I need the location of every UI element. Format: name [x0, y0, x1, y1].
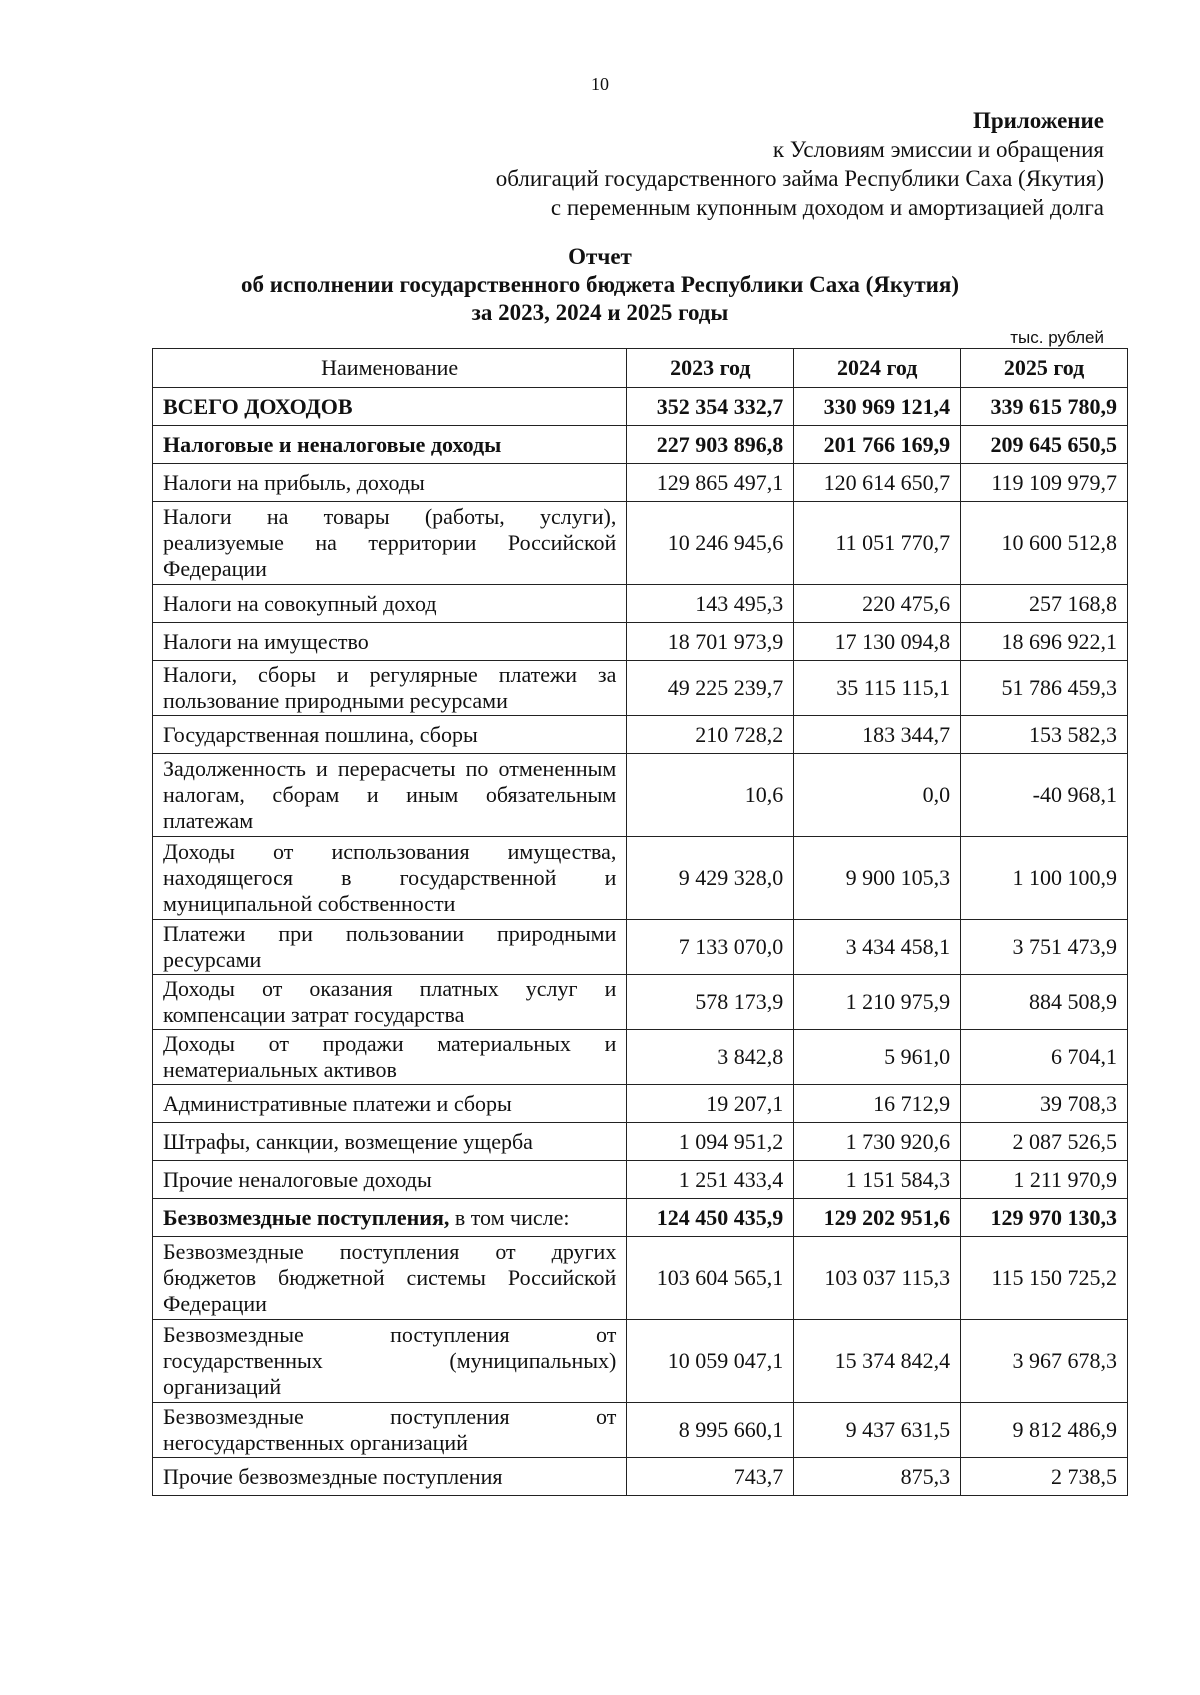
table-row — [153, 920, 1128, 975]
table-row — [153, 388, 1128, 426]
row-value-2025: 18 696 922,1 — [961, 623, 1128, 661]
row-value-2023: 352 354 332,7 — [627, 388, 794, 426]
row-value-2025: 51 786 459,3 — [961, 661, 1128, 716]
report-title-line-3: за 2023, 2024 и 2025 годы — [471, 300, 729, 325]
table-row — [153, 1458, 1128, 1496]
row-value-2024: 17 130 094,8 — [794, 623, 961, 661]
row-value-2025: 257 168,8 — [961, 585, 1128, 623]
row-value-2023: 1 094 951,2 — [627, 1123, 794, 1161]
table-row — [153, 1085, 1128, 1123]
row-value-2023: 210 728,2 — [627, 716, 794, 754]
row-value-2024: 201 766 169,9 — [794, 426, 961, 464]
row-value-2025: 9 812 486,9 — [961, 1403, 1128, 1458]
row-name: Безвозмездные поступления от государственных (муниципальных) организаций — [153, 1320, 627, 1403]
row-name: Штрафы, санкции, возмещение ущерба — [153, 1123, 627, 1161]
row-name: Административные платежи и сборы — [153, 1085, 627, 1123]
row-name: Налоги на совокупный доход — [153, 585, 627, 623]
row-value-2023: 7 133 070,0 — [627, 920, 794, 975]
row-name: Доходы от оказания платных услуг и компенсации затрат государства — [153, 975, 627, 1030]
row-value-2024: 16 712,9 — [794, 1085, 961, 1123]
row-value-2023: 578 173,9 — [627, 975, 794, 1030]
row-value-2023: 8 995 660,1 — [627, 1403, 794, 1458]
appendix-line: с переменным купонным доходом и амортизацией долга — [550, 195, 1104, 220]
row-name: Доходы от использования имущества, находящегося в государственной и муниципальной собственности — [153, 837, 627, 920]
row-name: Прочие безвозмездные поступления — [153, 1458, 627, 1496]
row-value-2024: 9 900 105,3 — [794, 837, 961, 920]
row-value-2025: 884 508,9 — [961, 975, 1128, 1030]
table-row — [153, 1123, 1128, 1161]
row-value-2023: 19 207,1 — [627, 1085, 794, 1123]
row-value-2025: 2 738,5 — [961, 1458, 1128, 1496]
row-value-2025: 2 087 526,5 — [961, 1123, 1128, 1161]
row-value-2023: 743,7 — [627, 1458, 794, 1496]
budget-table — [152, 348, 1128, 1496]
table-row — [153, 975, 1128, 1030]
table-row — [153, 1320, 1128, 1403]
table-row — [153, 716, 1128, 754]
row-value-2023: 3 842,8 — [627, 1030, 794, 1085]
row-value-2024: 183 344,7 — [794, 716, 961, 754]
row-value-2023: 18 701 973,9 — [627, 623, 794, 661]
table-row — [153, 1237, 1128, 1320]
row-value-2024: 35 115 115,1 — [794, 661, 961, 716]
table-row — [153, 1199, 1128, 1237]
row-value-2023: 129 865 497,1 — [627, 464, 794, 502]
row-value-2024: 1 730 920,6 — [794, 1123, 961, 1161]
table-row — [153, 464, 1128, 502]
table-header-row — [153, 349, 1128, 388]
table-row — [153, 1161, 1128, 1199]
row-value-2024: 120 614 650,7 — [794, 464, 961, 502]
table-row — [153, 1030, 1128, 1085]
table-row — [153, 623, 1128, 661]
row-value-2024: 330 969 121,4 — [794, 388, 961, 426]
report-title — [0, 243, 1200, 327]
row-name — [153, 1199, 627, 1237]
row-value-2023: 10 246 945,6 — [627, 502, 794, 585]
table-row — [153, 661, 1128, 716]
row-value-2023: 143 495,3 — [627, 585, 794, 623]
row-value-2025: 119 109 979,7 — [961, 464, 1128, 502]
table-row — [153, 585, 1128, 623]
row-value-2023: 49 225 239,7 — [627, 661, 794, 716]
row-value-2024: 103 037 115,3 — [794, 1237, 961, 1320]
header-2024: 2024 год — [794, 349, 961, 388]
row-value-2024: 1 210 975,9 — [794, 975, 961, 1030]
row-value-2023: 10,6 — [627, 754, 794, 837]
table-row — [153, 502, 1128, 585]
row-name: Безвозмездные поступления от других бюджетов бюджетной системы Российской Федерации — [153, 1237, 627, 1320]
row-name: Безвозмездные поступления от негосударственных организаций — [153, 1403, 627, 1458]
row-value-2025: 153 582,3 — [961, 716, 1128, 754]
row-value-2025: 115 150 725,2 — [961, 1237, 1128, 1320]
row-value-2025: 209 645 650,5 — [961, 426, 1128, 464]
row-value-2024: 11 051 770,7 — [794, 502, 961, 585]
row-value-2024: 220 475,6 — [794, 585, 961, 623]
row-value-2024: 9 437 631,5 — [794, 1403, 961, 1458]
page-number: 10 — [591, 74, 609, 94]
row-value-2025: 3 751 473,9 — [961, 920, 1128, 975]
row-name: Задолженность и перерасчеты по отмененным налогам, сборам и иным обязательным платежам — [153, 754, 627, 837]
row-value-2025: 39 708,3 — [961, 1085, 1128, 1123]
row-name-bold: Безвозмездные поступления, — [163, 1204, 450, 1230]
appendix-line: к Условиям эмиссии и обращения — [772, 137, 1104, 162]
appendix-block — [496, 106, 1104, 222]
row-name: Прочие неналоговые доходы — [153, 1161, 627, 1199]
header-name: Наименование — [153, 349, 627, 388]
row-value-2025: 1 211 970,9 — [961, 1161, 1128, 1199]
row-value-2024: 0,0 — [794, 754, 961, 837]
report-title-line-1: Отчет — [568, 244, 632, 269]
header-2023: 2023 год — [627, 349, 794, 388]
row-name: Платежи при пользовании природными ресурсами — [153, 920, 627, 975]
row-value-2024: 15 374 842,4 — [794, 1320, 961, 1403]
row-name: Налоги на товары (работы, услуги), реализуемые на территории Российской Федерации — [153, 502, 627, 585]
appendix-line: облигаций государственного займа Республики Саха (Якутия) — [495, 166, 1104, 191]
row-value-2024: 875,3 — [794, 1458, 961, 1496]
row-value-2025: 3 967 678,3 — [961, 1320, 1128, 1403]
row-value-2025: 129 970 130,3 — [961, 1199, 1128, 1237]
row-value-2025: 10 600 512,8 — [961, 502, 1128, 585]
row-value-2025: 6 704,1 — [961, 1030, 1128, 1085]
row-value-2024: 1 151 584,3 — [794, 1161, 961, 1199]
row-name: Налоги, сборы и регулярные платежи за пользование природными ресурсами — [153, 661, 627, 716]
row-value-2025: 339 615 780,9 — [961, 388, 1128, 426]
row-value-2024: 3 434 458,1 — [794, 920, 961, 975]
row-value-2023: 227 903 896,8 — [627, 426, 794, 464]
row-value-2023: 103 604 565,1 — [627, 1237, 794, 1320]
row-value-2024: 129 202 951,6 — [794, 1199, 961, 1237]
row-value-2023: 9 429 328,0 — [627, 837, 794, 920]
header-2025: 2025 год — [961, 349, 1128, 388]
row-name: Государственная пошлина, сборы — [153, 716, 627, 754]
table-row — [153, 1403, 1128, 1458]
table-row — [153, 837, 1128, 920]
row-value-2024: 5 961,0 — [794, 1030, 961, 1085]
report-title-line-2: об исполнении государственного бюджета Республики Саха (Якутия) — [241, 272, 959, 297]
row-name-tail: в том числе: — [449, 1204, 570, 1230]
row-value-2023: 124 450 435,9 — [627, 1199, 794, 1237]
row-name: Налоговые и неналоговые доходы — [153, 426, 627, 464]
row-value-2023: 10 059 047,1 — [627, 1320, 794, 1403]
row-name: Налоги на имущество — [153, 623, 627, 661]
row-name: ВСЕГО ДОХОДОВ — [153, 388, 627, 426]
row-value-2023: 1 251 433,4 — [627, 1161, 794, 1199]
appendix-title: Приложение — [972, 108, 1104, 133]
row-value-2025: -40 968,1 — [961, 754, 1128, 837]
row-name: Налоги на прибыль, доходы — [153, 464, 627, 502]
table-row — [153, 754, 1128, 837]
table-row — [153, 426, 1128, 464]
row-value-2025: 1 100 100,9 — [961, 837, 1128, 920]
units-label: тыс. рублей — [1010, 328, 1104, 347]
row-name: Доходы от продажи материальных и нематериальных активов — [153, 1030, 627, 1085]
